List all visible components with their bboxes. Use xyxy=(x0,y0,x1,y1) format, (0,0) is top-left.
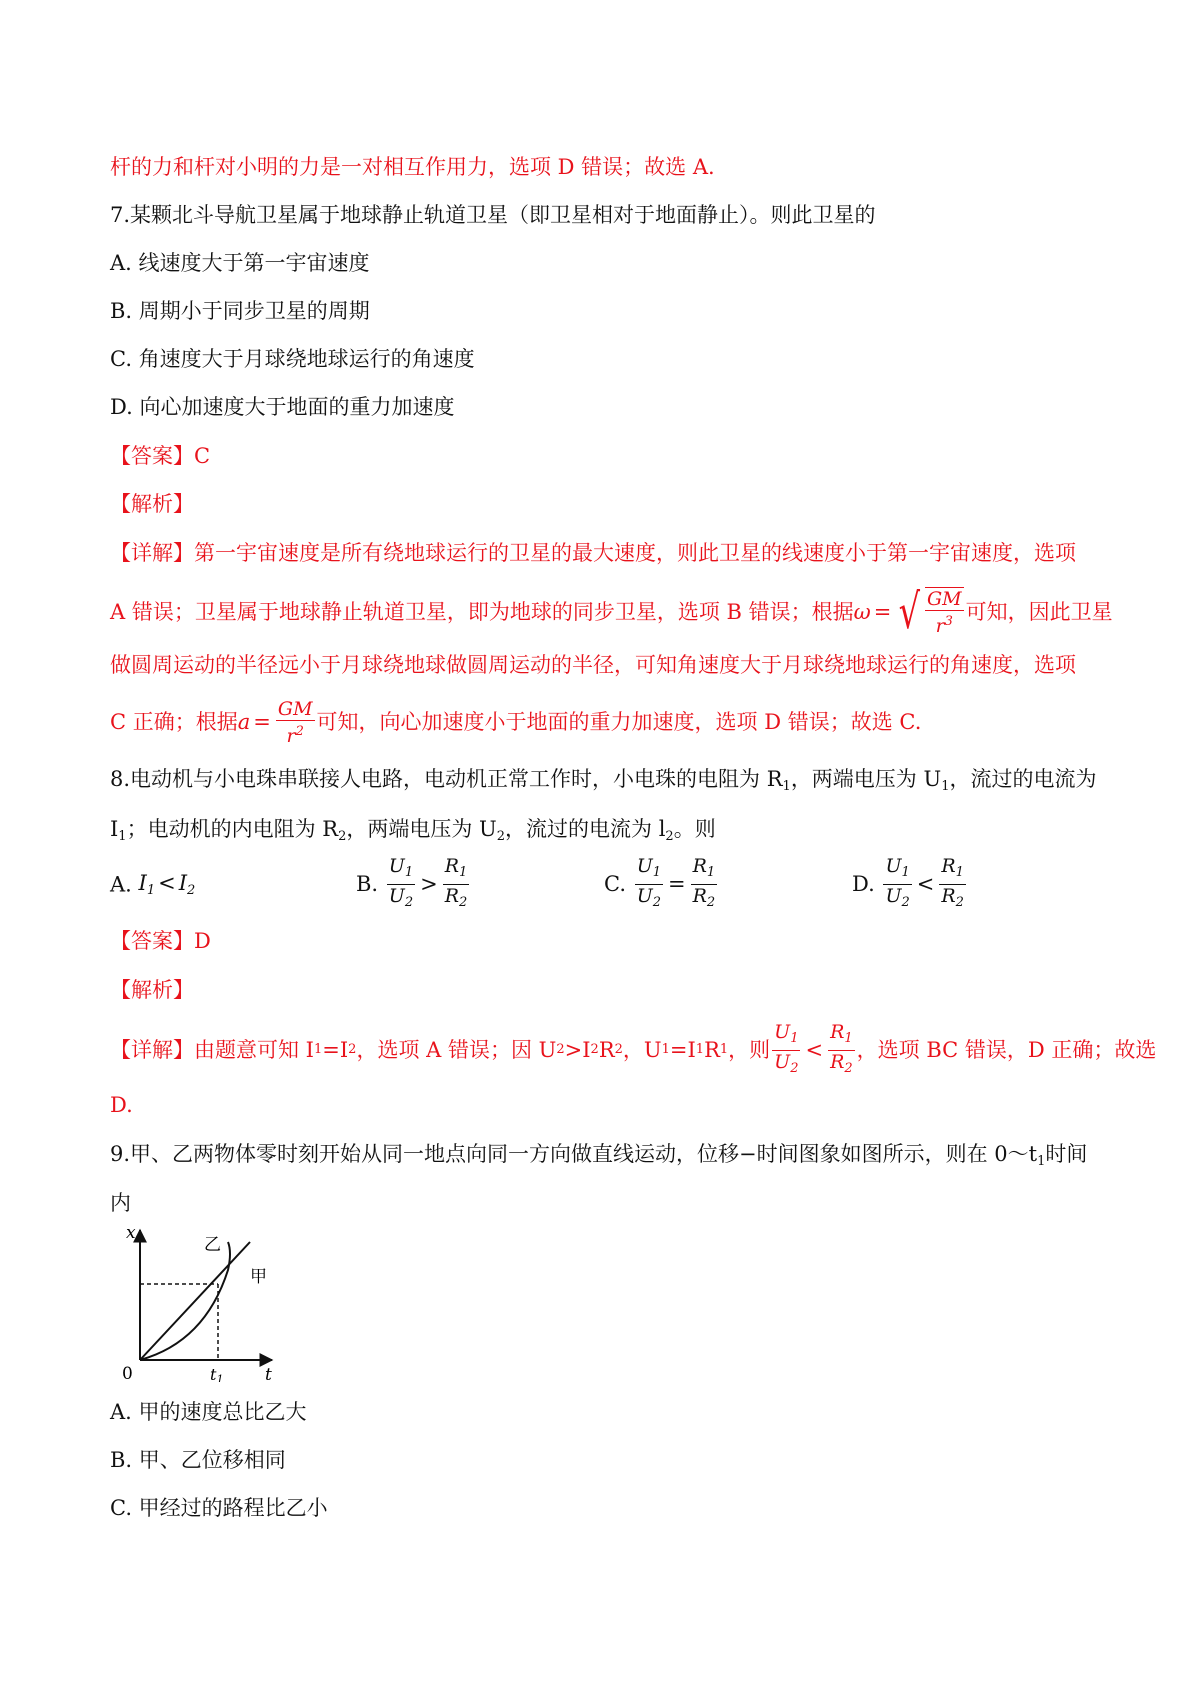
t1-label: t1 xyxy=(210,1365,224,1382)
x-axis-label: t xyxy=(265,1365,272,1382)
y-axis-label: x xyxy=(126,1223,136,1243)
line-jia xyxy=(140,1242,250,1360)
q7-option-b: B. 周期小于同步卫星的周期 xyxy=(110,299,370,323)
q7-option-d: D. 向心加速度大于地面的重力加速度 xyxy=(110,395,455,419)
q8-stem-line-2: $I_1$；电动机的内电阻为 $R_2$，两端电压为 $U_2$，流过的电流为 $l_2$。则 xyxy=(110,817,716,844)
omega-numerator: GM xyxy=(926,588,962,610)
label-jia: 甲 xyxy=(250,1267,267,1287)
q7-detail-line-3: 做圆周运动的半径远小于月球绕地球做圆周运动的半径，可知角速度大于月球绕地球运行的角速度，选项 xyxy=(110,653,1076,677)
q8-answer: 【答案】D xyxy=(110,929,211,953)
omega-denominator: r xyxy=(935,615,945,637)
q8-option-d: D. $\frac{U_1}{U_2}$ < $\frac{R_1}{R_2}$ xyxy=(852,854,964,910)
q8-options-row xyxy=(110,856,1010,912)
q8-detail-frac-u: $\frac{U_1}{U_2}$ xyxy=(774,1020,799,1076)
q9-option-c: C. 甲经过的路程比乙小 xyxy=(110,1496,328,1520)
q7-analysis-heading: 【解析】 xyxy=(110,492,194,516)
q7-detail-line-4: C 正确；根据 a = $\frac{GM}{r^2}$ 可知，向心加速度小于地面的重力加速度，选项 D 错误；故选 C. xyxy=(110,697,922,747)
q8-detail-line-1: 【详解】由题意可知 I 1 =I 2 ，选项 A 错误；因 U 2 >I 2 R 2 ，U 1 =I 1 R 1 ，则 $\frac{U_1}{U_2}$ < $\frac{R_1}{R_2}$ ，选项 BC 错误，D 正确；故选 xyxy=(110,1022,1156,1078)
q8-detail-line-2: D. xyxy=(110,1093,133,1117)
omega-symbol: ω xyxy=(853,600,871,624)
q7-detail-line-1: 【详解】第一宇宙速度是所有绕地球运行的卫星的最大速度，则此卫星的线速度小于第一宇宙速度，选项 xyxy=(110,541,1076,565)
q9-stem-line-1: 9.甲、乙两物体零时刻开始从同一地点向同一方向做直线运动，位移−时间图象如图所示，则在 $0\sim t_1$时间 xyxy=(110,1142,1088,1169)
a-formula: $\frac{GM}{r^2}$ xyxy=(277,697,313,747)
curve-yi xyxy=(140,1242,230,1360)
q8-option-a: A. $I_1 < I_2$ xyxy=(110,871,196,898)
q9-option-b: B. 甲、乙位移相同 xyxy=(110,1448,286,1472)
a-symbol: a xyxy=(237,710,251,734)
q7-answer: 【答案】C xyxy=(110,444,211,468)
q8-option-b: B. $\frac{U_1}{U_2}$ > $\frac{R_1}{R_2}$ xyxy=(356,854,468,910)
q8-detail-frac-r: $\frac{R_1}{R_2}$ xyxy=(830,1020,853,1076)
prev-answer-tail: 杆的力和杆对小明的力是一对相互作用力，选项 D 错误；故选 A. xyxy=(110,155,715,179)
q7-option-a: A. 线速度大于第一宇宙速度 xyxy=(110,251,370,275)
q7-option-c: C. 角速度大于月球绕地球运行的角速度 xyxy=(110,347,475,371)
q9-option-a: A. 甲的速度总比乙大 xyxy=(110,1400,307,1424)
label-yi: 乙 xyxy=(204,1235,221,1255)
origin-label: 0 xyxy=(122,1364,133,1382)
q8-option-c: C. $\frac{U_1}{U_2}$ = $\frac{R_1}{R_2}$ xyxy=(604,854,716,910)
q7-stem: 7.某颗北斗导航卫星属于地球静止轨道卫星（即卫星相对于地面静止）。则此卫星的 xyxy=(110,203,876,227)
q7-detail-line-2: A 错误；卫星属于地球静止轨道卫星，即为地球的同步卫星，选项 B 错误；根据 ω = √ $\frac{GM}{r^3}$ 可知，因此卫星 xyxy=(110,584,1113,640)
displacement-time-graph xyxy=(110,1222,280,1382)
q7-detail-text: A 错误；卫星属于地球静止轨道卫星，即为地球的同步卫星，选项 B 错误；根据 xyxy=(110,600,854,624)
q7-detail-text: 可知，因此卫星 xyxy=(965,600,1113,624)
q9-stem-line-2: 内 xyxy=(110,1191,131,1215)
omega-formula: √ $\frac{GM}{r^3}$ xyxy=(898,584,962,640)
q8-analysis-heading: 【解析】 xyxy=(110,978,194,1002)
q7-detail-text: 可知，向心加速度小于地面的重力加速度，选项 D 错误；故选 C. xyxy=(316,710,922,734)
q7-detail-text: C 正确；根据 xyxy=(110,710,238,734)
q8-stem-line-1: 8.电动机与小电珠串联接人电路，电动机正常工作时，小电珠的电阻为 $R_1$，两端电压为 $U_1$，流过的电流为 xyxy=(110,767,1097,794)
